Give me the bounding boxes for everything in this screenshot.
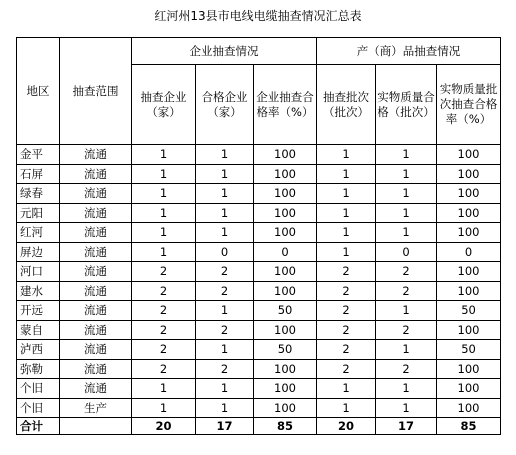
cell-enterprise-count: 1 bbox=[132, 203, 196, 223]
header-enterprise-rate: 企业抽查合格率（%） bbox=[254, 65, 317, 145]
cell-batch-rate: 50 bbox=[437, 301, 501, 321]
cell-enterprise-count: 2 bbox=[132, 340, 196, 360]
cell-region: 蒙自 bbox=[17, 320, 60, 340]
cell-enterprise-count: 2 bbox=[132, 281, 196, 301]
cell-batch-rate: 100 bbox=[437, 281, 501, 301]
total-batch-count: 20 bbox=[317, 418, 376, 435]
table-body bbox=[17, 145, 501, 418]
total-enterprise-pass: 17 bbox=[196, 418, 254, 435]
cell-batch-count: 2 bbox=[317, 340, 376, 360]
cell-batch-rate: 100 bbox=[437, 320, 501, 340]
cell-batch-count: 2 bbox=[317, 301, 376, 321]
cell-batch-pass: 2 bbox=[376, 262, 437, 282]
cell-enterprise-pass: 1 bbox=[196, 145, 254, 165]
cell-batch-rate: 100 bbox=[437, 184, 501, 204]
cell-enterprise-count: 2 bbox=[132, 262, 196, 282]
header-enterprise-pass: 合格企业（家） bbox=[196, 65, 254, 145]
cell-enterprise-pass: 1 bbox=[196, 203, 254, 223]
header-enterprise-group: 企业抽查情况 bbox=[132, 38, 317, 65]
total-row bbox=[17, 418, 501, 435]
cell-scope: 流通 bbox=[60, 301, 132, 321]
header-batch-pass: 实物质量合格（批次） bbox=[376, 65, 437, 145]
header-batch-rate: 实物质量批次抽查合格率（%） bbox=[437, 65, 501, 145]
cell-batch-pass: 1 bbox=[376, 164, 437, 184]
cell-batch-count: 1 bbox=[317, 203, 376, 223]
cell-scope: 流通 bbox=[60, 379, 132, 399]
cell-batch-rate: 100 bbox=[437, 164, 501, 184]
cell-scope: 生产 bbox=[60, 398, 132, 418]
cell-enterprise-pass: 2 bbox=[196, 281, 254, 301]
cell-enterprise-pass: 2 bbox=[196, 320, 254, 340]
total-batch-rate: 85 bbox=[437, 418, 501, 435]
cell-region: 建水 bbox=[17, 281, 60, 301]
cell-scope: 流通 bbox=[60, 242, 132, 262]
cell-region: 绿春 bbox=[17, 184, 60, 204]
cell-batch-count: 1 bbox=[317, 145, 376, 165]
cell-batch-pass: 1 bbox=[376, 301, 437, 321]
cell-enterprise-rate: 0 bbox=[254, 242, 317, 262]
cell-batch-rate: 100 bbox=[437, 262, 501, 282]
cell-batch-pass: 1 bbox=[376, 145, 437, 165]
cell-enterprise-pass: 1 bbox=[196, 164, 254, 184]
total-enterprise-count: 20 bbox=[132, 418, 196, 435]
table-row bbox=[17, 242, 501, 262]
cell-scope: 流通 bbox=[60, 223, 132, 243]
cell-batch-count: 1 bbox=[317, 223, 376, 243]
table-row bbox=[17, 359, 501, 379]
cell-scope: 流通 bbox=[60, 281, 132, 301]
cell-enterprise-pass: 2 bbox=[196, 262, 254, 282]
cell-batch-rate: 100 bbox=[437, 379, 501, 399]
cell-batch-rate: 50 bbox=[437, 340, 501, 360]
cell-batch-rate: 100 bbox=[437, 223, 501, 243]
cell-batch-count: 1 bbox=[317, 184, 376, 204]
cell-region: 红河 bbox=[17, 223, 60, 243]
cell-enterprise-rate: 100 bbox=[254, 223, 317, 243]
cell-batch-pass: 1 bbox=[376, 379, 437, 399]
cell-enterprise-pass: 1 bbox=[196, 398, 254, 418]
cell-enterprise-count: 1 bbox=[132, 184, 196, 204]
cell-batch-pass: 1 bbox=[376, 223, 437, 243]
cell-region: 个旧 bbox=[17, 398, 60, 418]
cell-batch-count: 2 bbox=[317, 320, 376, 340]
cell-region: 河口 bbox=[17, 262, 60, 282]
cell-enterprise-pass: 2 bbox=[196, 359, 254, 379]
cell-enterprise-rate: 50 bbox=[254, 340, 317, 360]
cell-batch-rate: 100 bbox=[437, 203, 501, 223]
header-scope: 抽查范围 bbox=[60, 38, 132, 145]
cell-enterprise-rate: 100 bbox=[254, 359, 317, 379]
table-row bbox=[17, 281, 501, 301]
cell-region: 金平 bbox=[17, 145, 60, 165]
cell-region: 开远 bbox=[17, 301, 60, 321]
cell-region: 屏边 bbox=[17, 242, 60, 262]
cell-batch-count: 1 bbox=[317, 164, 376, 184]
cell-enterprise-rate: 100 bbox=[254, 379, 317, 399]
cell-batch-pass: 1 bbox=[376, 398, 437, 418]
cell-batch-count: 2 bbox=[317, 262, 376, 282]
cell-scope: 流通 bbox=[60, 340, 132, 360]
cell-region: 元阳 bbox=[17, 203, 60, 223]
cell-enterprise-count: 1 bbox=[132, 223, 196, 243]
header-region: 地区 bbox=[17, 38, 60, 145]
cell-batch-pass: 0 bbox=[376, 242, 437, 262]
cell-region: 弥勒 bbox=[17, 359, 60, 379]
cell-batch-pass: 2 bbox=[376, 320, 437, 340]
table-row bbox=[17, 223, 501, 243]
table-row bbox=[17, 398, 501, 418]
cell-batch-count: 1 bbox=[317, 379, 376, 399]
table-row bbox=[17, 379, 501, 399]
cell-scope: 流通 bbox=[60, 164, 132, 184]
cell-batch-count: 2 bbox=[317, 359, 376, 379]
table-title: 红河州13县市电线电缆抽查情况汇总表 bbox=[154, 9, 362, 23]
cell-enterprise-rate: 100 bbox=[254, 203, 317, 223]
cell-enterprise-count: 1 bbox=[132, 164, 196, 184]
cell-scope: 流通 bbox=[60, 320, 132, 340]
cell-enterprise-rate: 100 bbox=[254, 281, 317, 301]
cell-enterprise-pass: 1 bbox=[196, 379, 254, 399]
table-row bbox=[17, 340, 501, 360]
table-row bbox=[17, 203, 501, 223]
table-row bbox=[17, 320, 501, 340]
cell-batch-rate: 0 bbox=[437, 242, 501, 262]
table-row bbox=[17, 184, 501, 204]
cell-scope: 流通 bbox=[60, 203, 132, 223]
inspection-summary-table bbox=[16, 37, 501, 435]
cell-region: 石屏 bbox=[17, 164, 60, 184]
cell-enterprise-rate: 100 bbox=[254, 145, 317, 165]
table-row bbox=[17, 301, 501, 321]
cell-scope: 流通 bbox=[60, 184, 132, 204]
cell-batch-pass: 1 bbox=[376, 203, 437, 223]
table-row bbox=[17, 164, 501, 184]
cell-enterprise-pass: 1 bbox=[196, 223, 254, 243]
header-product-group: 产（商）品抽查情况 bbox=[317, 38, 501, 65]
cell-batch-pass: 1 bbox=[376, 184, 437, 204]
cell-batch-pass: 2 bbox=[376, 281, 437, 301]
cell-region: 个旧 bbox=[17, 379, 60, 399]
cell-enterprise-pass: 1 bbox=[196, 184, 254, 204]
cell-batch-pass: 2 bbox=[376, 359, 437, 379]
cell-batch-pass: 1 bbox=[376, 340, 437, 360]
cell-batch-count: 1 bbox=[317, 398, 376, 418]
cell-enterprise-count: 1 bbox=[132, 145, 196, 165]
header-row-top bbox=[17, 38, 501, 65]
cell-enterprise-pass: 1 bbox=[196, 301, 254, 321]
cell-enterprise-rate: 100 bbox=[254, 320, 317, 340]
cell-enterprise-count: 1 bbox=[132, 379, 196, 399]
cell-scope: 流通 bbox=[60, 145, 132, 165]
cell-enterprise-count: 1 bbox=[132, 242, 196, 262]
cell-enterprise-pass: 1 bbox=[196, 340, 254, 360]
cell-scope: 流通 bbox=[60, 359, 132, 379]
cell-enterprise-rate: 100 bbox=[254, 398, 317, 418]
cell-enterprise-count: 2 bbox=[132, 359, 196, 379]
cell-enterprise-rate: 100 bbox=[254, 262, 317, 282]
cell-enterprise-rate: 100 bbox=[254, 164, 317, 184]
total-label: 合计 bbox=[17, 418, 60, 435]
total-enterprise-rate: 85 bbox=[254, 418, 317, 435]
header-enterprise-count: 抽查企业（家） bbox=[132, 65, 196, 145]
cell-enterprise-pass: 0 bbox=[196, 242, 254, 262]
cell-batch-count: 2 bbox=[317, 281, 376, 301]
total-scope bbox=[60, 418, 132, 435]
total-batch-pass: 17 bbox=[376, 418, 437, 435]
cell-enterprise-count: 2 bbox=[132, 301, 196, 321]
header-batch-count: 抽查批次（批次） bbox=[317, 65, 376, 145]
cell-enterprise-rate: 100 bbox=[254, 184, 317, 204]
cell-batch-rate: 100 bbox=[437, 359, 501, 379]
cell-enterprise-rate: 50 bbox=[254, 301, 317, 321]
table-row bbox=[17, 145, 501, 165]
cell-region: 泸西 bbox=[17, 340, 60, 360]
table-row bbox=[17, 262, 501, 282]
cell-enterprise-count: 2 bbox=[132, 320, 196, 340]
cell-batch-rate: 100 bbox=[437, 145, 501, 165]
cell-batch-rate: 100 bbox=[437, 398, 501, 418]
cell-scope: 流通 bbox=[60, 262, 132, 282]
cell-batch-count: 1 bbox=[317, 242, 376, 262]
cell-enterprise-count: 1 bbox=[132, 398, 196, 418]
